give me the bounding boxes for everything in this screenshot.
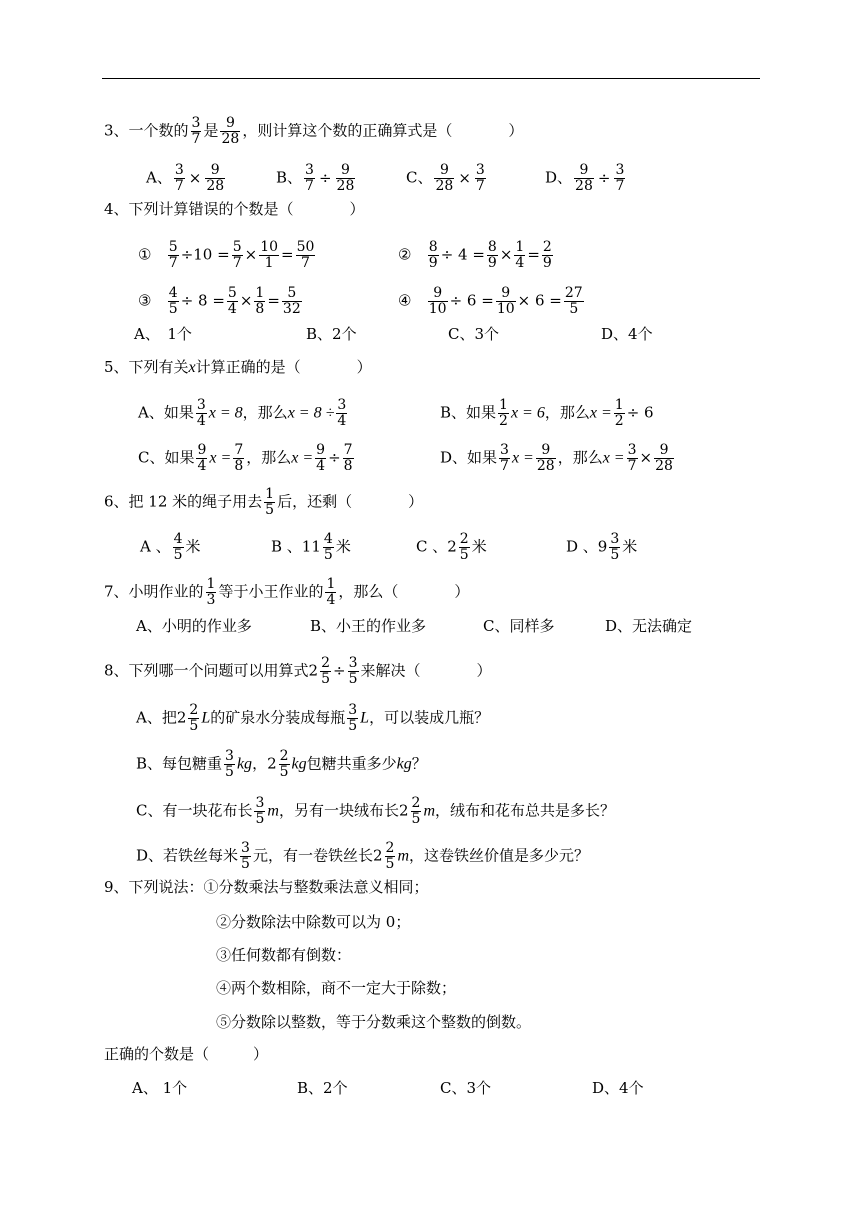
- q4-item-2: ② $\frac{8}{9}$ ÷ 4 = $\frac{8}{9}$ × $\frac{1}{4}$ = $\frac{2}{9}$: [398, 239, 552, 271]
- fraction: $\frac{9}{28}$: [575, 162, 593, 194]
- fraction: $\frac{4}{5}$: [168, 285, 178, 317]
- q5-option-c[interactable]: C、如果 $\frac{9}{4}$ x = $\frac{7}{8}$ ，那么x = $\frac{9}{4}$ ÷ $\frac{7}{8}$: [138, 442, 353, 474]
- q3-option-b[interactable]: B、 $\frac{3}{7}$ ÷ $\frac{9}{28}$: [276, 162, 355, 194]
- fraction: $\frac{7}{8}$: [343, 442, 353, 474]
- fraction: $\frac{3}{7}$: [305, 162, 314, 194]
- q8-option-d[interactable]: D、若铁丝每米 $\frac{3}{5}$ 元，有一卷铁丝长2 $\frac{2}{5}$ m，这卷铁丝价值是多少元？: [136, 840, 590, 872]
- q4-option-b[interactable]: B、2个: [306, 325, 357, 343]
- fraction: $\frac{9}{28}$: [336, 162, 355, 194]
- fraction: $\frac{4}{5}$: [323, 531, 333, 563]
- fraction: $\frac{5}{7}$: [232, 239, 242, 271]
- fraction: $\frac{3}{7}$: [615, 162, 625, 194]
- q4-option-c[interactable]: C、3个: [448, 325, 500, 343]
- fraction: $\frac{5}{4}$: [227, 285, 237, 317]
- q7-option-d[interactable]: D、无法确定: [605, 617, 693, 635]
- fraction: $\frac{3}{7}$: [475, 162, 485, 194]
- q9-option-a[interactable]: A、 1个: [132, 1079, 188, 1097]
- fraction: $\frac{1}{5}$: [265, 486, 275, 518]
- q7-option-c[interactable]: C、同样多: [483, 617, 555, 635]
- fraction: $\frac{3}{5}$: [610, 531, 620, 563]
- q9-option-b[interactable]: B、2个: [297, 1079, 348, 1097]
- fraction: $\frac{2}{5}$: [279, 748, 289, 780]
- q8-option-c[interactable]: C、有一块花布长 $\frac{3}{5}$ m，另有一块绒布长2 $\frac{2}{5}$ m，绒布和花布总共是多长？: [136, 795, 616, 827]
- fraction: $\frac{3}{4}$: [337, 397, 347, 429]
- fraction: $\frac{3}{7}$: [191, 115, 201, 147]
- fraction: $\frac{9}{28}$: [206, 162, 225, 194]
- fraction: $\frac{5}{32}$: [282, 285, 301, 317]
- fraction: $\frac{3}{7}$: [627, 442, 637, 474]
- fraction: $\frac{4}{5}$: [173, 531, 183, 563]
- fraction: $\frac{3}{7}$: [500, 442, 509, 474]
- fraction: $\frac{5}{7}$: [168, 239, 178, 271]
- q5-option-d[interactable]: D、如果 $\frac{3}{7}$ x = $\frac{9}{28}$ ，那么x = $\frac{3}{7}$ × $\frac{9}{28}$: [440, 442, 673, 474]
- q7-stem: 7、小明作业的 $\frac{1}{3}$ 等于小王作业的 $\frac{1}{4}$ ，那么（ ）: [104, 576, 470, 608]
- fraction: $\frac{2}{5}$: [411, 795, 421, 827]
- fraction: $\frac{3}{5}$: [255, 795, 265, 827]
- fraction: $\frac{2}{5}$: [321, 655, 331, 687]
- q7-option-a[interactable]: A、小明的作业多: [136, 617, 252, 635]
- fraction: $\frac{2}{5}$: [385, 840, 395, 872]
- q4-item-1: ① $\frac{5}{7}$ ÷10 = $\frac{5}{7}$ × $\frac{10}{1}$ = $\frac{50}{7}$: [138, 239, 315, 271]
- q9-statement-3: ③任何数都有倒数：: [216, 946, 352, 964]
- fraction: $\frac{8}{9}$: [428, 239, 438, 271]
- fraction: $\frac{9}{28}$: [655, 442, 673, 474]
- fraction: $\frac{9}{4}$: [197, 442, 207, 474]
- fraction: $\frac{27}{5}$: [564, 285, 583, 317]
- fraction: $\frac{3}{7}$: [174, 162, 184, 194]
- fraction: $\frac{3}{4}$: [196, 397, 206, 429]
- fraction: $\frac{8}{9}$: [487, 239, 497, 271]
- q8-option-b[interactable]: B、每包糖重 $\frac{3}{5}$ kg，2 $\frac{2}{5}$ kg包糖共重多少kg？: [136, 748, 427, 780]
- fraction: $\frac{9}{4}$: [316, 442, 326, 474]
- fraction: $\frac{7}{8}$: [234, 442, 244, 474]
- fraction: $\frac{1}{3}$: [206, 576, 216, 608]
- q3-option-a[interactable]: A、 $\frac{3}{7}$ × $\frac{9}{28}$: [146, 162, 225, 194]
- fraction: $\frac{9}{10}$: [496, 285, 515, 317]
- fraction: $\frac{9}{28}$: [536, 442, 555, 474]
- q3-option-d[interactable]: D、 $\frac{9}{28}$ ÷ $\frac{3}{7}$: [545, 162, 625, 194]
- q9-statement-2: ②分数除法中除数可以为 0；: [216, 913, 411, 931]
- fraction: $\frac{9}{28}$: [435, 162, 454, 194]
- fraction: $\frac{2}{5}$: [459, 531, 469, 563]
- q4-stem: 4、下列计算错误的个数是（ ）: [104, 200, 365, 218]
- q5-option-b[interactable]: B、如果 $\frac{1}{2}$ x = 6，那么x = $\frac{1}{2}$ ÷ 6: [440, 397, 654, 429]
- fraction: $\frac{3}{5}$: [348, 655, 358, 687]
- q9-answer-stem: 正确的个数是（ ）: [104, 1045, 269, 1063]
- fraction: $\frac{3}{5}$: [241, 840, 250, 872]
- fraction: $\frac{3}{5}$: [225, 748, 234, 780]
- fraction: $\frac{1}{4}$: [515, 239, 525, 271]
- fraction: $\frac{9}{28}$: [221, 115, 240, 147]
- q7-option-b[interactable]: B、小王的作业多: [310, 617, 427, 635]
- q4-item-3: ③ $\frac{4}{5}$ ÷ 8 = $\frac{5}{4}$ × $\frac{1}{8}$ = $\frac{5}{32}$: [138, 285, 301, 317]
- fraction: $\frac{1}{2}$: [499, 397, 508, 429]
- q5-option-a[interactable]: A、如果 $\frac{3}{4}$ x = 8，那么x = 8 ÷ $\frac{3}{4}$: [138, 397, 347, 429]
- q6-option-d[interactable]: D 、9 $\frac{3}{5}$ 米: [566, 531, 638, 563]
- q3-stem: 3、一个数的 $\frac{3}{7}$ 是 $\frac{9}{28}$ ，则计算这个数的正确算式是（ ）: [104, 115, 524, 147]
- fraction: $\frac{1}{4}$: [326, 576, 336, 608]
- fraction: $\frac{3}{5}$: [348, 702, 358, 734]
- q9-option-c[interactable]: C、3个: [440, 1079, 492, 1097]
- q9-option-d[interactable]: D、4个: [592, 1079, 644, 1097]
- fraction: $\frac{9}{10}$: [428, 285, 447, 317]
- q9-stem: 9、下列说法：①分数乘法与整数乘法意义相同；: [104, 878, 429, 896]
- q8-option-a[interactable]: A、把2 $\frac{2}{5}$ L的矿泉水分装成每瓶 $\frac{3}{5}$ L，可以装成几瓶？: [136, 702, 490, 734]
- fraction: $\frac{1}{8}$: [255, 285, 265, 317]
- q6-option-a[interactable]: A 、 $\frac{4}{5}$ 米: [140, 531, 201, 563]
- fraction: $\frac{10}{1}$: [260, 239, 279, 271]
- fraction: $\frac{50}{7}$: [296, 239, 315, 271]
- q6-stem: 6、把 12 米的绳子用去 $\frac{1}{5}$ 后，还剩（ ）: [104, 486, 424, 518]
- fraction: $\frac{1}{2}$: [614, 397, 624, 429]
- q8-stem: 8、下列哪一个问题可以用算式2 $\frac{2}{5}$ ÷ $\frac{3}{5}$ 来解决（ ）: [104, 655, 492, 687]
- q9-statement-5: ⑤分数除以整数，等于分数乘这个整数的倒数。: [216, 1013, 532, 1031]
- q6-option-c[interactable]: C 、2 $\frac{2}{5}$ 米: [416, 531, 487, 563]
- q5-stem: 5、下列有关x计算正确的是（ ）: [104, 358, 372, 376]
- fraction: $\frac{2}{5}$: [189, 702, 199, 734]
- q9-statement-4: ④两个数相除，商不一定大于除数；: [216, 979, 457, 997]
- header-rule: [102, 78, 760, 79]
- q3-option-c[interactable]: C、 $\frac{9}{28}$ × $\frac{3}{7}$: [406, 162, 485, 194]
- fraction: $\frac{2}{9}$: [542, 239, 552, 271]
- q6-option-b[interactable]: B 、11 $\frac{4}{5}$ 米: [271, 531, 351, 563]
- q4-option-a[interactable]: A、 1个: [134, 325, 192, 343]
- q4-option-d[interactable]: D、4个: [601, 325, 653, 343]
- q4-item-4: ④ $\frac{9}{10}$ ÷ 6 = $\frac{9}{10}$ × 6 = $\frac{27}{5}$: [398, 285, 583, 317]
